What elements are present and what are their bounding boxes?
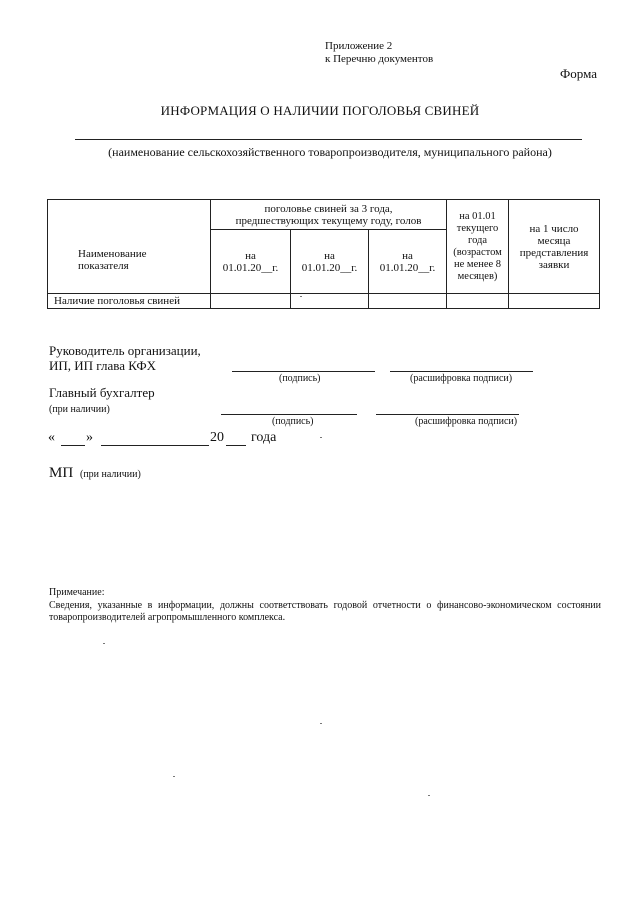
date-col-3: на 01.01.20__г.	[369, 230, 447, 294]
scan-speck	[428, 795, 430, 796]
page-title: ИНФОРМАЦИЯ О НАЛИЧИИ ПОГОЛОВЬЯ СВИНЕЙ	[160, 103, 480, 118]
scan-speck	[320, 723, 322, 724]
scan-speck	[173, 776, 175, 777]
form-label: Форма	[560, 66, 597, 81]
cell-date-2[interactable]	[291, 294, 369, 309]
date-day-line[interactable]	[61, 445, 85, 446]
date-col-2: на 01.01.20__г.	[291, 230, 369, 294]
year-suffix: года	[251, 430, 277, 445]
cell-current-year[interactable]	[447, 294, 509, 309]
cell-date-3[interactable]	[369, 294, 447, 309]
head-label-line-2: ИП, ИП глава КФХ	[49, 358, 156, 373]
date-month-line[interactable]	[101, 445, 209, 446]
date-close-quote: »	[86, 430, 93, 445]
head-signature-line[interactable]	[232, 371, 375, 372]
accountant-label: Главный бухгалтер	[49, 385, 155, 400]
head-decoding-caption: (расшифровка подписи)	[410, 373, 513, 384]
appendix-line-2: к Перечню документов	[325, 53, 434, 65]
accountant-signature-line[interactable]	[221, 414, 357, 415]
col-name-header: Наименование показателя	[48, 200, 211, 294]
cell-date-1[interactable]	[211, 294, 291, 309]
cell-month[interactable]	[509, 294, 600, 309]
stamp-label: МП	[49, 465, 74, 481]
date-open-quote: «	[48, 430, 55, 445]
head-signature-caption: (подпись)	[279, 373, 321, 384]
scan-speck	[320, 437, 322, 438]
stamp-note: (при наличии)	[80, 469, 141, 480]
year-prefix: 20	[210, 430, 224, 445]
accountant-signature-caption: (подпись)	[272, 416, 314, 427]
date-year-line[interactable]	[226, 445, 246, 446]
accountant-decoding-line[interactable]	[376, 414, 519, 415]
head-label-line-1: Руководитель организации,	[49, 343, 201, 358]
month-header: на 1 число месяца представления заявки	[509, 200, 600, 294]
current-year-header: на 01.01 текущего года (возрастом не менее 8 месяцев)	[447, 200, 509, 294]
livestock-table	[47, 199, 600, 309]
group-header: поголовье свиней за 3 года, предшествующих текущему году, голов	[211, 200, 447, 230]
accountant-decoding-caption: (расшифровка подписи)	[415, 416, 518, 427]
note-text: Сведения, указанные в информации, должны соответствовать годовой отчетности о финансово-экономическом состоянии товаропроизводителей агропромышленного комплекса.	[49, 600, 601, 623]
producer-caption: (наименование сельскохозяйственного товаропроизводителя, муниципального района)	[108, 145, 552, 159]
note-heading: Примечание:	[49, 587, 105, 598]
head-decoding-line[interactable]	[390, 371, 533, 372]
row-label: Наличие поголовья свиней	[48, 294, 211, 309]
appendix-line-1: Приложение 2	[325, 40, 393, 52]
producer-name-line	[75, 139, 582, 140]
scan-speck	[300, 296, 302, 297]
accountant-if-any: (при наличии)	[49, 404, 110, 415]
date-col-1: на 01.01.20__г.	[211, 230, 291, 294]
scan-speck	[103, 643, 105, 644]
